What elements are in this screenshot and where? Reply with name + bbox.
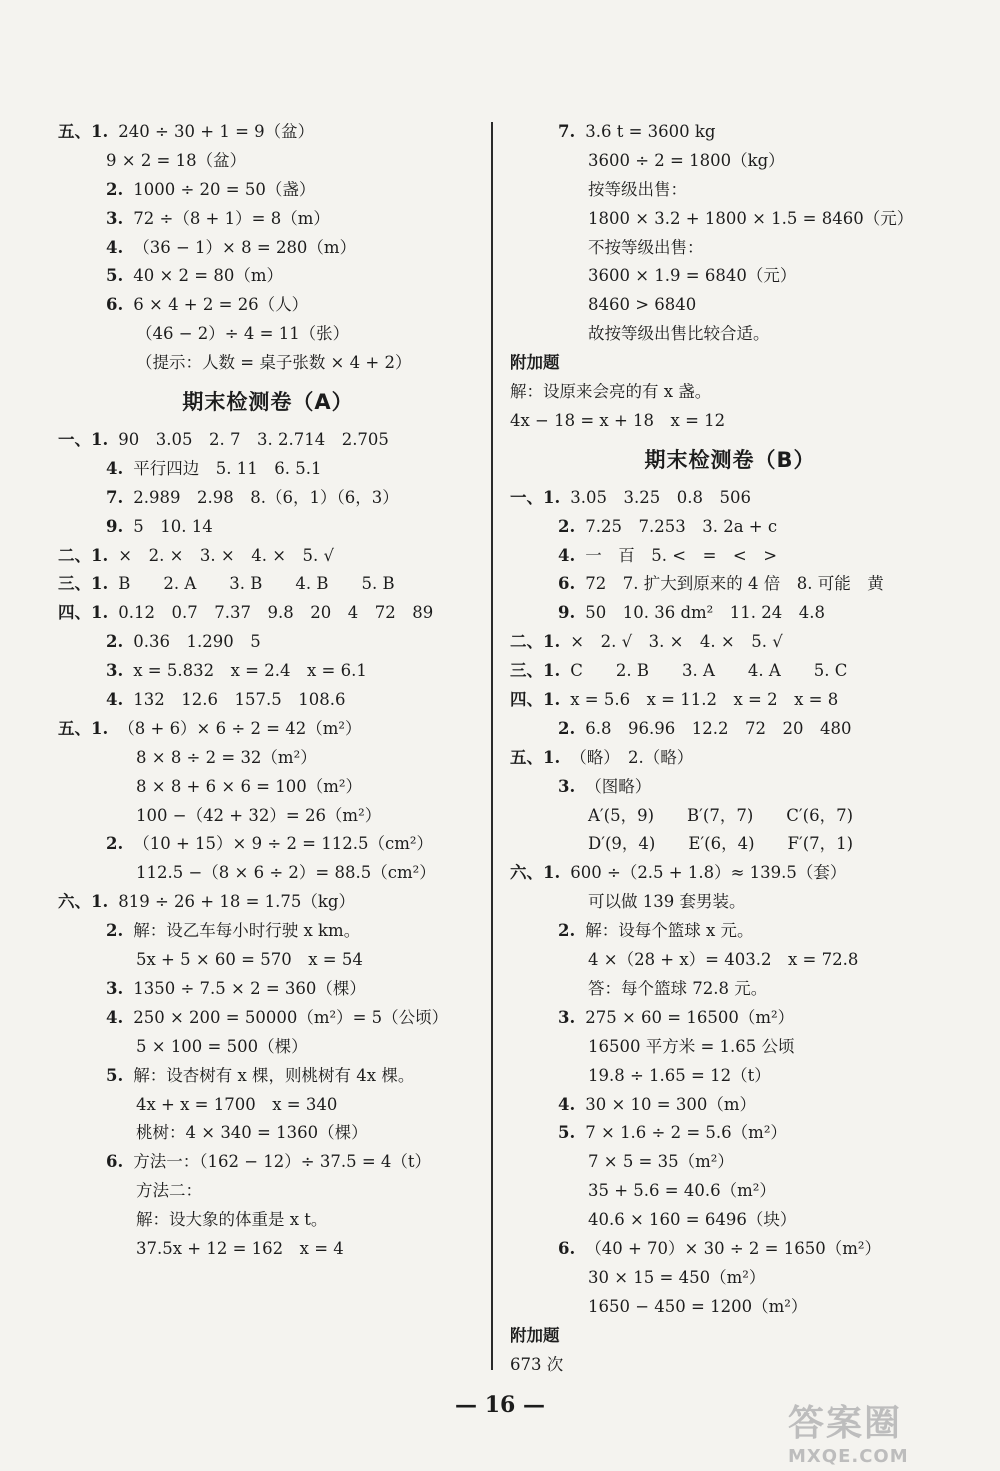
answer-text: 132 12.6 157.5 108.6	[133, 690, 346, 710]
answer-line	[510, 407, 950, 436]
answer-text: × 2. √ 3. × 4. × 5. √	[570, 632, 783, 652]
question-number: 1.	[543, 632, 561, 652]
right-column	[510, 118, 950, 1379]
answer-text: 4 ×（28 + x）= 403.2 x = 72.8	[588, 950, 859, 970]
answer-text: 6 × 4 + 2 = 26（人）	[133, 295, 309, 315]
answer-line	[510, 118, 950, 147]
question-number: 4.	[106, 458, 124, 478]
answer-text: 5 × 100 = 500（棵）	[136, 1036, 308, 1056]
answer-line	[58, 455, 478, 484]
answer-text: 72 7. 扩大到原来的 4 倍 8. 可能 黄	[585, 574, 884, 594]
answer-text: 673 次	[510, 1354, 564, 1374]
question-number: 6.	[558, 1238, 576, 1258]
answer-line	[58, 542, 478, 571]
answer-line	[58, 946, 478, 975]
answer-text: 1650 − 450 = 1200（m²）	[588, 1296, 808, 1316]
answer-text: 37.5x + 12 = 162 x = 4	[136, 1238, 344, 1258]
section-label: 六、	[510, 863, 543, 883]
answer-line	[510, 513, 950, 542]
question-number: 4.	[106, 237, 124, 257]
section-label: 五、	[510, 747, 543, 767]
answer-text: 8 × 8 ÷ 2 = 32（m²）	[136, 747, 317, 767]
answer-text: 275 × 60 = 16500（m²）	[585, 1007, 795, 1027]
answer-text: 方法一：（162 − 12）÷ 37.5 = 4（t）	[133, 1152, 432, 1172]
answer-line	[510, 773, 950, 802]
answer-line	[510, 570, 950, 599]
section-label: 一、	[58, 430, 91, 450]
answer-line	[58, 1177, 478, 1206]
section-label: 一、	[510, 487, 543, 507]
answer-line	[510, 320, 950, 349]
answer-text: 50 10. 36 dm² 11. 24 4.8	[585, 603, 826, 623]
answer-line	[58, 147, 478, 176]
answer-line	[510, 1206, 950, 1235]
answer-line	[58, 888, 478, 917]
answer-line	[510, 917, 950, 946]
answer-line	[510, 802, 950, 831]
answer-line	[58, 426, 478, 455]
answer-line	[510, 715, 950, 744]
answer-line	[510, 686, 950, 715]
answer-text: 819 ÷ 26 + 18 = 1.75（kg）	[118, 892, 355, 912]
answer-line	[58, 1235, 478, 1264]
answer-text: 6.8 96.96 12.2 72 20 480	[585, 718, 852, 738]
question-number: 5.	[106, 266, 124, 286]
answer-line	[510, 599, 950, 628]
answer-line	[58, 262, 478, 291]
answer-line	[510, 484, 950, 513]
answer-line	[58, 570, 478, 599]
answer-text: （36 − 1）× 8 = 280（m）	[133, 237, 357, 257]
question-number: 3.	[558, 776, 576, 796]
question-number: 2.	[558, 921, 576, 941]
answer-text: 100 −（42 + 32）= 26（m²）	[136, 805, 382, 825]
answer-text: 112.5 −（8 × 6 ÷ 2）= 88.5（cm²）	[136, 863, 436, 883]
question-number: 2.	[106, 632, 124, 652]
answer-text: 方法二：	[136, 1181, 202, 1201]
watermark-text: 答案圈	[788, 1403, 903, 1444]
answer-line	[58, 205, 478, 234]
answer-text: 35 + 5.6 = 40.6（m²）	[588, 1181, 776, 1201]
answer-text: 5 10. 14	[133, 516, 213, 536]
answer-line	[58, 859, 478, 888]
question-number: 5.	[558, 1123, 576, 1143]
question-number: 9.	[106, 516, 124, 536]
answer-line	[58, 715, 478, 744]
answer-line	[58, 1062, 478, 1091]
answer-line	[58, 1091, 478, 1120]
answer-text: x = 5.832 x = 2.4 x = 6.1	[133, 661, 367, 681]
answer-text: 1000 ÷ 20 = 50（盏）	[133, 179, 316, 199]
question-number: 1.	[91, 122, 109, 141]
answer-text: 240 ÷ 30 + 1 = 9（盆）	[118, 122, 315, 141]
answer-text: 1350 ÷ 7.5 × 2 = 360（棵）	[133, 978, 366, 998]
answer-text: 附加题	[510, 353, 560, 373]
answer-line	[510, 946, 950, 975]
question-number: 6.	[558, 574, 576, 594]
section-label: 五、	[58, 718, 91, 738]
column-divider	[491, 122, 493, 1370]
answer-line	[58, 917, 478, 946]
section-heading: 期末检测卷（B）	[644, 447, 816, 472]
question-number: 7.	[558, 122, 576, 141]
answer-text: 1800 × 3.2 + 1800 × 1.5 = 8460（元）	[588, 208, 914, 228]
question-number: 9.	[558, 603, 576, 623]
watermark-url: MXQE.COM	[788, 1446, 909, 1467]
answer-line	[510, 176, 950, 205]
answer-text: D′(9，4) E′(6，4) F′(7，1)	[588, 834, 854, 854]
answer-line	[58, 802, 478, 831]
answer-text: 0.36 1.290 5	[133, 632, 261, 652]
question-number: 3.	[106, 661, 124, 681]
answer-line	[58, 118, 478, 147]
answer-line	[510, 830, 950, 859]
answer-text: 72 ÷（8 + 1）= 8（m）	[133, 208, 330, 228]
answer-text: 3.05 3.25 0.8 506	[570, 487, 751, 507]
answer-line	[510, 1119, 950, 1148]
answer-line	[510, 205, 950, 234]
answer-text: 解：设杏树有 x 棵，则桃树有 4x 棵。	[133, 1065, 415, 1085]
answer-line	[510, 1264, 950, 1293]
question-number: 7.	[106, 487, 124, 507]
question-number: 1.	[91, 718, 109, 738]
answer-line	[58, 599, 478, 628]
answer-line	[58, 349, 478, 378]
question-number: 4.	[106, 1007, 124, 1027]
answer-text: 30 × 10 = 300（m）	[585, 1094, 757, 1114]
answer-line	[58, 773, 478, 802]
question-number: 1.	[543, 747, 561, 767]
question-number: 1.	[543, 661, 561, 681]
answer-line	[58, 234, 478, 263]
answer-line	[58, 291, 478, 320]
answer-line	[510, 291, 950, 320]
answer-text: 解：设大象的体重是 x t。	[136, 1210, 328, 1230]
answer-line	[58, 744, 478, 773]
answer-text: 8460 > 6840	[588, 295, 697, 315]
answer-line	[510, 744, 950, 773]
answer-line	[510, 1148, 950, 1177]
answer-text: 3.6 t = 3600 kg	[585, 122, 716, 141]
watermark-logo	[788, 1395, 978, 1465]
answer-line	[510, 888, 950, 917]
answer-text: 按等级出售：	[588, 179, 687, 199]
answer-line	[58, 830, 478, 859]
section-label: 三、	[58, 574, 91, 594]
answer-text: 16500 平方米 = 1.65 公顷	[588, 1036, 795, 1056]
section-label: 二、	[58, 545, 91, 565]
answer-text: 答：每个篮球 72.8 元。	[588, 978, 768, 998]
answer-text: 故按等级出售比较合适。	[588, 324, 770, 344]
answer-text: 一 百 5. < = < >	[585, 545, 778, 565]
question-number: 1.	[91, 574, 109, 594]
answer-line	[510, 859, 950, 888]
answer-text: 8 × 8 + 6 × 6 = 100（m²）	[136, 776, 363, 796]
left-column	[58, 118, 478, 1264]
answer-text: 4x + x = 1700 x = 340	[136, 1094, 338, 1114]
answer-text: 30 × 15 = 450（m²）	[588, 1267, 766, 1287]
answer-text: 解：设原来会亮的有 x 盏。	[510, 382, 712, 402]
answer-text: 90 3.05 2. 7 3. 2.714 2.705	[118, 430, 389, 450]
answer-text: 解：设每个篮球 x 元。	[585, 921, 754, 941]
answer-text: 250 × 200 = 50000（m²）= 5（公顷）	[133, 1007, 449, 1027]
question-number: 2.	[106, 834, 124, 854]
answer-line	[510, 1351, 950, 1380]
answer-line	[58, 320, 478, 349]
section-label: 六、	[58, 892, 91, 912]
answer-text: x = 5.6 x = 11.2 x = 2 x = 8	[570, 690, 839, 710]
answer-text: （提示：人数 = 桌子张数 × 4 + 2）	[136, 353, 412, 373]
answer-line	[58, 1206, 478, 1235]
answer-line	[510, 1322, 950, 1351]
answer-text: （略） 2.（略）	[570, 747, 694, 767]
answer-text: × 2. × 3. × 4. × 5. √	[118, 545, 335, 565]
answer-text: 7 × 1.6 ÷ 2 = 5.6（m²）	[585, 1123, 787, 1143]
answer-text: 7 × 5 = 35（m²）	[588, 1152, 734, 1172]
question-number: 4.	[558, 545, 576, 565]
answer-text: 40.6 × 160 = 6496（块）	[588, 1210, 797, 1230]
question-number: 6.	[106, 1152, 124, 1172]
answer-line	[510, 657, 950, 686]
answer-line	[510, 1004, 950, 1033]
section-label: 五、	[58, 122, 91, 141]
answer-line	[510, 349, 950, 378]
answer-text: 3600 × 1.9 = 6840（元）	[588, 266, 797, 286]
answer-line	[58, 657, 478, 686]
answer-line	[510, 975, 950, 1004]
answer-line	[510, 1062, 950, 1091]
answer-line	[510, 147, 950, 176]
answer-text: A′(5，9) B′(7，7) C′(6，7)	[588, 805, 854, 825]
answer-line	[510, 1091, 950, 1120]
section-label: 四、	[510, 690, 543, 710]
question-number: 3.	[106, 208, 124, 228]
answer-line	[58, 1119, 478, 1148]
answer-text: 40 × 2 = 80（m）	[133, 266, 284, 286]
question-number: 2.	[558, 516, 576, 536]
answer-line	[510, 1293, 950, 1322]
question-number: 1.	[91, 430, 109, 450]
answer-text: （8 + 6）× 6 ÷ 2 = 42（m²）	[118, 718, 362, 738]
answer-line	[510, 628, 950, 657]
answer-text: B 2. A 3. B 4. B 5. B	[118, 574, 395, 594]
answer-line	[510, 262, 950, 291]
question-number: 2.	[558, 718, 576, 738]
question-number: 2.	[106, 921, 124, 941]
question-number: 5.	[106, 1065, 124, 1085]
question-number: 1.	[91, 892, 109, 912]
answer-text: 解：设乙车每小时行驶 x km。	[133, 921, 361, 941]
answer-line	[58, 1033, 478, 1062]
question-number: 1.	[543, 690, 561, 710]
answer-text: 平行四边 5. 11 6. 5.1	[133, 458, 322, 478]
answer-text: 600 ÷（2.5 + 1.8）≈ 139.5（套）	[570, 863, 847, 883]
section-label: 二、	[510, 632, 543, 652]
answer-line	[58, 1148, 478, 1177]
answer-line	[510, 378, 950, 407]
answer-line	[58, 686, 478, 715]
answer-text: 19.8 ÷ 1.65 = 12（t）	[588, 1065, 771, 1085]
answer-line	[58, 513, 478, 542]
answer-line	[510, 1235, 950, 1264]
answer-text: 9 × 2 = 18（盆）	[106, 150, 247, 170]
question-number: 3.	[558, 1007, 576, 1027]
question-number: 4.	[106, 690, 124, 710]
answer-text: （10 + 15）× 9 ÷ 2 = 112.5（cm²）	[133, 834, 433, 854]
question-number: 1.	[543, 863, 561, 883]
section-heading: 期末检测卷（A）	[182, 390, 354, 415]
question-number: 4.	[558, 1094, 576, 1114]
answer-text: （40 + 70）× 30 ÷ 2 = 1650（m²）	[585, 1238, 882, 1258]
section-label: 三、	[510, 661, 543, 681]
question-number: 6.	[106, 295, 124, 315]
page-number: — 16 —	[455, 1392, 545, 1418]
answer-line	[58, 176, 478, 205]
answer-text: （图略）	[585, 776, 652, 796]
answer-text: 4x − 18 = x + 18 x = 12	[510, 410, 726, 430]
answer-text: 0.12 0.7 7.37 9.8 20 4 72 89	[118, 603, 434, 623]
question-number: 1.	[91, 603, 109, 623]
answer-text: 2.989 2.98 8.（6，1）（6，3）	[133, 487, 399, 507]
answer-text: 附加题	[510, 1325, 560, 1345]
answer-text: 不按等级出售：	[588, 237, 704, 257]
answer-line	[510, 234, 950, 263]
question-number: 2.	[106, 179, 124, 199]
answer-text: 可以做 139 套男装。	[588, 892, 746, 912]
section-label: 四、	[58, 603, 91, 623]
answer-text: 桃树：4 × 340 = 1360（棵）	[136, 1123, 368, 1143]
answer-line	[510, 1177, 950, 1206]
answer-text: C 2. B 3. A 4. A 5. C	[570, 661, 848, 681]
question-number: 1.	[543, 487, 561, 507]
question-number: 3.	[106, 978, 124, 998]
answer-text: 7.25 7.253 3. 2a + c	[585, 516, 778, 536]
question-number: 1.	[91, 545, 109, 565]
answer-line	[58, 975, 478, 1004]
answer-line	[58, 628, 478, 657]
answer-text: （46 − 2）÷ 4 = 11（张）	[136, 324, 350, 344]
answer-line	[58, 1004, 478, 1033]
answer-line	[58, 484, 478, 513]
answer-line	[510, 542, 950, 571]
answer-text: 3600 ÷ 2 = 1800（kg）	[588, 150, 785, 170]
answer-line	[510, 1033, 950, 1062]
answer-text: 5x + 5 × 60 = 570 x = 54	[136, 950, 363, 970]
